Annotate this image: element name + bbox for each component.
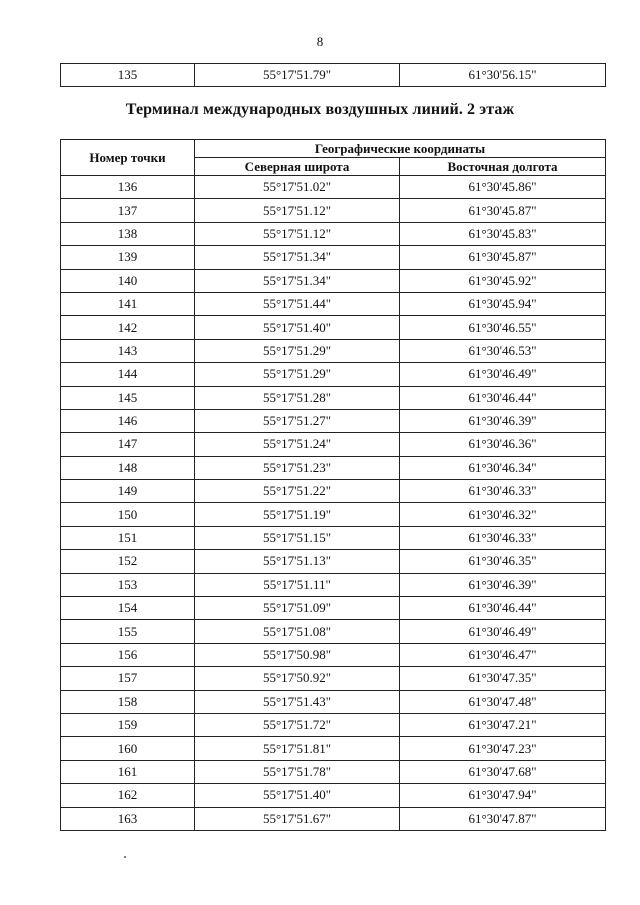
table-row	[61, 784, 606, 807]
latitude-cell: 55°17'51.11"	[195, 573, 400, 596]
table-row	[61, 597, 606, 620]
latitude-cell: 55°17'50.98"	[195, 643, 400, 666]
table-row	[61, 433, 606, 456]
latitude-cell: 55°17'51.24"	[195, 433, 400, 456]
geo-coordinates-header: Географические координаты	[195, 140, 606, 158]
latitude-cell: 55°17'51.34"	[195, 269, 400, 292]
point-number-cell: 157	[61, 667, 195, 690]
table-row	[61, 316, 606, 339]
point-number-cell: 140	[61, 269, 195, 292]
latitude-cell: 55°17'51.44"	[195, 292, 400, 315]
longitude-cell: 61°30'47.87"	[400, 807, 606, 830]
point-number-cell: 155	[61, 620, 195, 643]
latitude-cell: 55°17'51.27"	[195, 409, 400, 432]
point-number-cell: 152	[61, 550, 195, 573]
longitude-cell: 61°30'46.39"	[400, 573, 606, 596]
point-number-cell: 141	[61, 292, 195, 315]
table-row	[61, 363, 606, 386]
point-number-cell: 149	[61, 480, 195, 503]
latitude-cell: 55°17'51.78"	[195, 760, 400, 783]
point-number-cell: 150	[61, 503, 195, 526]
longitude-cell: 61°30'47.68"	[400, 760, 606, 783]
point-number-cell: 154	[61, 597, 195, 620]
point-number-cell: 146	[61, 409, 195, 432]
point-number-cell: 151	[61, 526, 195, 549]
table-row	[61, 222, 606, 245]
latitude-cell: 55°17'51.08"	[195, 620, 400, 643]
longitude-cell: 61°30'45.87"	[400, 199, 606, 222]
longitude-cell: 61°30'46.49"	[400, 620, 606, 643]
table-row	[61, 199, 606, 222]
longitude-cell: 61°30'45.87"	[400, 246, 606, 269]
longitude-cell: 61°30'46.39"	[400, 409, 606, 432]
latitude-cell: 55°17'51.02"	[195, 176, 400, 199]
latitude-cell: 55°17'51.34"	[195, 246, 400, 269]
latitude-cell: 55°17'51.29"	[195, 339, 400, 362]
point-number-cell: 145	[61, 386, 195, 409]
header-row	[61, 140, 606, 158]
latitude-cell: 55°17'51.29"	[195, 363, 400, 386]
point-number-cell: 144	[61, 363, 195, 386]
latitude-cell: 55°17'51.12"	[195, 199, 400, 222]
longitude-cell: 61°30'47.23"	[400, 737, 606, 760]
table-row	[61, 713, 606, 736]
table-row	[61, 386, 606, 409]
scan-speck	[124, 856, 126, 858]
point-number-cell: 139	[61, 246, 195, 269]
longitude-cell: 61°30'46.34"	[400, 456, 606, 479]
point-number-cell: 156	[61, 643, 195, 666]
longitude-cell: 61°30'47.35"	[400, 667, 606, 690]
table-row	[61, 339, 606, 362]
point-number-cell: 136	[61, 176, 195, 199]
latitude-cell: 55°17'51.79"	[195, 64, 400, 87]
table-row	[61, 690, 606, 713]
table-row	[61, 807, 606, 830]
latitude-cell: 55°17'51.09"	[195, 597, 400, 620]
longitude-cell: 61°30'45.86"	[400, 176, 606, 199]
longitude-cell: 61°30'45.83"	[400, 222, 606, 245]
page-number: 8	[316, 34, 324, 49]
point-number-cell: 153	[61, 573, 195, 596]
longitude-cell: 61°30'46.32"	[400, 503, 606, 526]
longitude-header: Восточная долгота	[400, 158, 606, 176]
latitude-cell: 55°17'51.28"	[195, 386, 400, 409]
longitude-cell: 61°30'47.21"	[400, 713, 606, 736]
longitude-cell: 61°30'46.35"	[400, 550, 606, 573]
latitude-header: Северная широта	[195, 158, 400, 176]
continuation-table	[60, 63, 606, 87]
longitude-cell: 61°30'46.36"	[400, 433, 606, 456]
latitude-cell: 55°17'51.40"	[195, 316, 400, 339]
table-row	[61, 620, 606, 643]
table-row	[61, 292, 606, 315]
latitude-cell: 55°17'51.23"	[195, 456, 400, 479]
table-row	[61, 667, 606, 690]
table-row	[61, 409, 606, 432]
point-number-header: Номер точки	[61, 140, 195, 176]
point-number-cell: 163	[61, 807, 195, 830]
point-number-cell: 158	[61, 690, 195, 713]
latitude-cell: 55°17'51.81"	[195, 737, 400, 760]
table-row	[61, 643, 606, 666]
table-row	[61, 503, 606, 526]
point-number-cell: 142	[61, 316, 195, 339]
longitude-cell: 61°30'56.15"	[400, 64, 606, 87]
longitude-cell: 61°30'46.44"	[400, 386, 606, 409]
longitude-cell: 61°30'46.47"	[400, 643, 606, 666]
table-body	[61, 176, 606, 831]
longitude-cell: 61°30'46.44"	[400, 597, 606, 620]
table-row	[61, 480, 606, 503]
table-row	[61, 737, 606, 760]
latitude-cell: 55°17'51.40"	[195, 784, 400, 807]
coordinates-table	[60, 139, 606, 831]
point-number-cell: 135	[61, 64, 195, 87]
table-row	[61, 526, 606, 549]
latitude-cell: 55°17'51.12"	[195, 222, 400, 245]
latitude-cell: 55°17'51.13"	[195, 550, 400, 573]
longitude-cell: 61°30'45.94"	[400, 292, 606, 315]
latitude-cell: 55°17'51.15"	[195, 526, 400, 549]
table-row	[61, 176, 606, 199]
table-row	[61, 64, 606, 87]
longitude-cell: 61°30'46.53"	[400, 339, 606, 362]
point-number-cell: 148	[61, 456, 195, 479]
longitude-cell: 61°30'47.94"	[400, 784, 606, 807]
latitude-cell: 55°17'51.43"	[195, 690, 400, 713]
table-row	[61, 573, 606, 596]
longitude-cell: 61°30'46.55"	[400, 316, 606, 339]
latitude-cell: 55°17'51.22"	[195, 480, 400, 503]
longitude-cell: 61°30'45.92"	[400, 269, 606, 292]
point-number-cell: 161	[61, 760, 195, 783]
point-number-cell: 159	[61, 713, 195, 736]
point-number-cell: 160	[61, 737, 195, 760]
table-row	[61, 550, 606, 573]
longitude-cell: 61°30'47.48"	[400, 690, 606, 713]
point-number-cell: 137	[61, 199, 195, 222]
longitude-cell: 61°30'46.49"	[400, 363, 606, 386]
latitude-cell: 55°17'50.92"	[195, 667, 400, 690]
table-row	[61, 456, 606, 479]
table-row	[61, 269, 606, 292]
table-row	[61, 760, 606, 783]
point-number-cell: 162	[61, 784, 195, 807]
latitude-cell: 55°17'51.72"	[195, 713, 400, 736]
point-number-cell: 147	[61, 433, 195, 456]
longitude-cell: 61°30'46.33"	[400, 480, 606, 503]
longitude-cell: 61°30'46.33"	[400, 526, 606, 549]
table-row	[61, 246, 606, 269]
latitude-cell: 55°17'51.19"	[195, 503, 400, 526]
point-number-cell: 143	[61, 339, 195, 362]
point-number-cell: 138	[61, 222, 195, 245]
section-title: Терминал международных воздушных линий. 2 этаж	[125, 101, 515, 118]
latitude-cell: 55°17'51.67"	[195, 807, 400, 830]
